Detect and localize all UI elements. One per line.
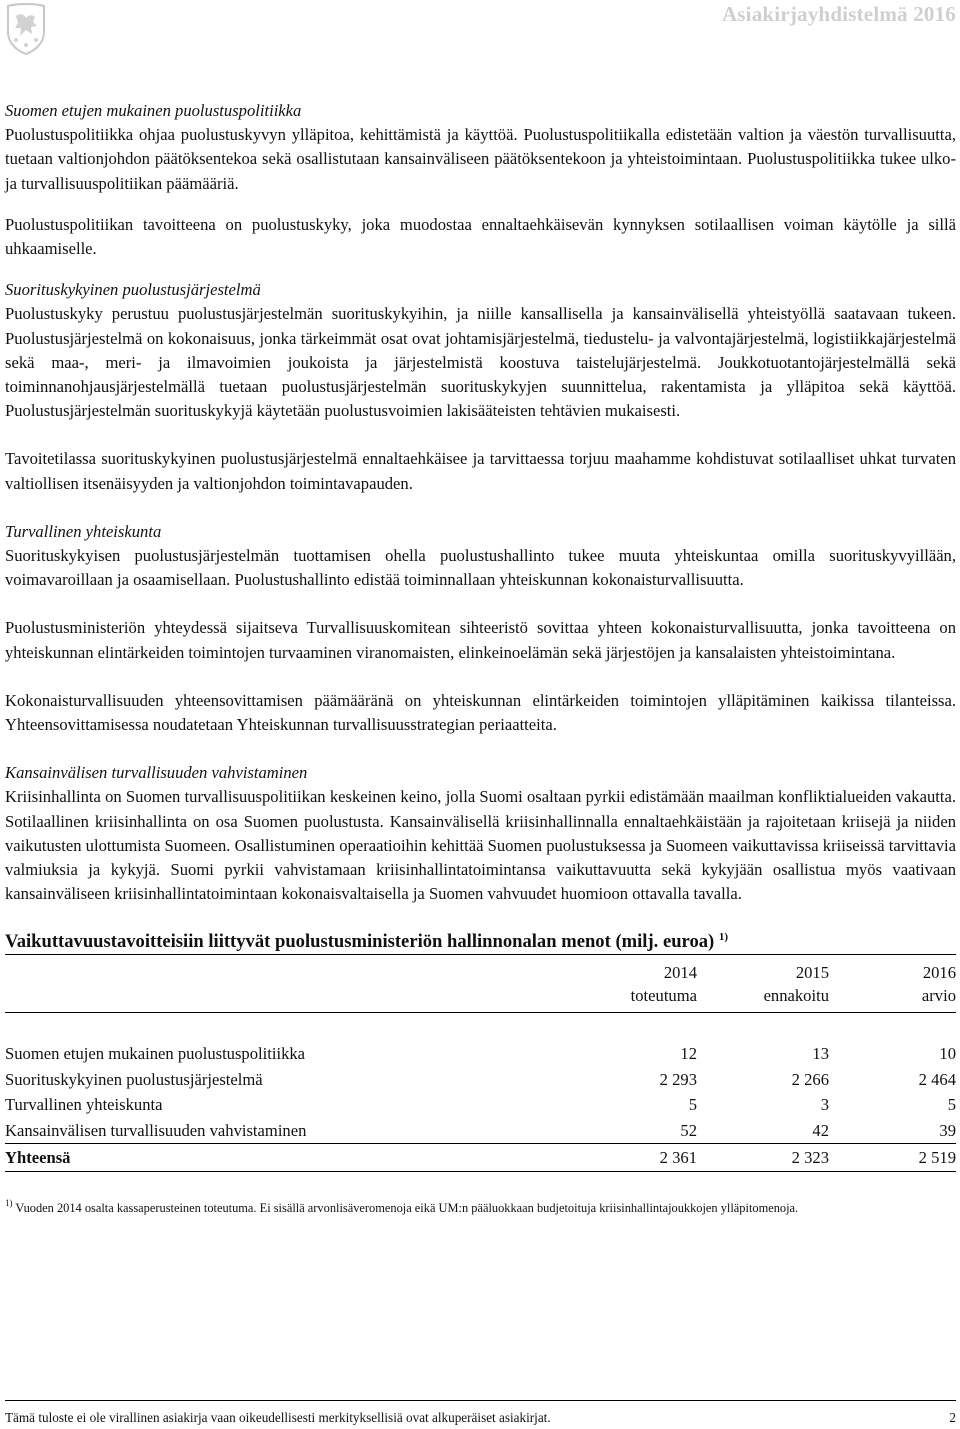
header-cell	[5, 955, 565, 985]
total-value: 2 519	[829, 1144, 956, 1172]
row-label: Suorituskykyinen puolustusjärjestelmä	[5, 1069, 263, 1089]
section-defence-system	[5, 278, 956, 423]
header-subhead: arvio	[829, 984, 956, 1013]
cell-value: 5	[947, 1095, 956, 1115]
cell-value: 12	[680, 1044, 697, 1064]
paragraph-block	[5, 689, 956, 737]
document-collection-title: Asiakirjayhdistelmä 2016	[721, 2, 956, 26]
expenditure-table	[5, 954, 956, 1172]
table-header-row	[5, 955, 956, 985]
page-number: 2	[949, 1410, 956, 1425]
table-total-row	[5, 1144, 956, 1172]
document-body	[5, 99, 956, 1217]
total-label: Yhteensä	[5, 1144, 565, 1172]
cell-value: 39	[939, 1120, 956, 1140]
cell-value: 52	[680, 1120, 697, 1140]
table-row	[5, 1092, 956, 1117]
table-spacer	[5, 1013, 956, 1042]
paragraph: Puolustuskyky perustuu puolustusjärjestelmän suorituskykyihin, ja niille kansallisella ja kansainvälisellä yhteistyöllä saatavaan tukeen. Puolustusjärjestelmä on kokonaisuus, jonka tärkeimmät osat ovat johtamisjärjestelmä, tiedustelu- ja valvontajärjestelmä, logistiikkajärjestelmä sekä maa-, meri- ja ilmavoimien joukoista ja järjestelmistä koostuva taistelujärjestelmä. Joukkotuotantojärjestelmällä sekä toiminnanohjausjärjestelmällä tuetaan puolustusjärjestelmän suorituskykyjen suunnittelua, rakentamista ja ylläpitoa sekä käyttöä. Puolustusjärjestelmän suorituskykyjä käytetään puolustusvoimien lakisääteisten tehtävien mukaisesti.	[5, 304, 956, 421]
footnote-text: Vuoden 2014 osalta kassaperusteinen toteutuma. Ei sisällä arvonlisäveromenoja eikä UM:n pääluokkaan budjetoituja kriisinhallintajoukkojen ylläpitomenoja.	[15, 1201, 799, 1216]
row-label: Suomen etujen mukainen puolustuspolitiikka	[5, 1044, 306, 1064]
paragraph: Puolustusministeriön yhteydessä sijaitseva Turvallisuuskomitean sihteeristö sovittaa yhteen kokonaisturvallisuutta, jonka tavoitteena on yhteiskunnan elintärkeiden toimintojen turvaaminen viranomaisten, elinkeinoelämän sekä järjestöjen ja kansalaisten yhteistoimintana.	[5, 618, 956, 662]
footnote-marker: 1)	[5, 1198, 13, 1209]
cell-value: 13	[812, 1044, 829, 1064]
header-subhead: toteutuma	[565, 984, 697, 1013]
paragraph: Kriisinhallinta on Suomen turvallisuuspolitiikan keskeinen keino, jolla Suomi osaltaan pyrkii edistämään maailman konfliktialueiden vakautta. Sotilaallinen kriisinhallinta on osa Suomen puolustusta. Kansainvälisellä kriisinhallinnalla ennaltaehkäistään ja rajoitetaan kriisejä ja niiden vaikutusten ulottumista Suomeen. Osallistuminen operaatioihin kehittää Suomen puolustuksessa ja Suomeen vaikuttavissa kriiseissä tarvittavia valmiuksia ja kykyjä. Suomi pyrkii vahvistamaan kriisinhallintatoimintansa vaikuttavuutta sekä kykyjään osallistua myös vaativaan kansainväliseen kriisinhallintatoimintaan kokonaisvaltaisella ja Suomen vahvuudet huomioon ottavalla tavalla.	[5, 787, 956, 904]
page-footer	[5, 1400, 956, 1427]
paragraph: Suorituskykyisen puolustusjärjestelmän tuottamisen ohella puolustushallinto tukee muuta yhteiskuntaa omilla suorituskyvyillään, voimavaroillaan ja osaamisellaan. Puolustushallinto edistää toiminnallaan yhteiskunnan kokonaisturvallisuutta.	[5, 546, 956, 590]
section-defence-policy	[5, 99, 956, 196]
cell-value: 42	[812, 1120, 829, 1140]
table-title-footnote-marker: 1)	[718, 931, 729, 944]
paragraph-block	[5, 447, 956, 495]
cell-value: 10	[939, 1044, 956, 1064]
row-label: Kansainvälisen turvallisuuden vahvistaminen	[5, 1120, 307, 1140]
table-title	[5, 930, 956, 954]
section-heading: Kansainvälisen turvallisuuden vahvistaminen	[5, 763, 308, 783]
section-heading: Turvallinen yhteiskunta	[5, 521, 162, 541]
header-year: 2016	[829, 955, 956, 985]
paragraph: Kokonaisturvallisuuden yhteensovittamisen päämääränä on yhteiskunnan elintärkeiden toimintojen ylläpitäminen kaikissa tilanteissa. Yhteensovittamisessa noudatetaan Yhteiskunnan turvallisuusstrategian periaatteita.	[5, 690, 956, 735]
cell-value: 2 266	[791, 1069, 829, 1089]
cell-value: 5	[688, 1095, 697, 1115]
table-header-row	[5, 984, 956, 1013]
header-year: 2015	[697, 955, 829, 985]
table-row	[5, 1118, 956, 1144]
paragraph: Puolustuspolitiikka ohjaa puolustuskyvyn ylläpitoa, kehittämistä ja käyttöä. Puolustuspolitiikalla edistetään valtion ja väestön turvallisuutta, tuetaan valtionjohdon päätöksentekoa sekä osallistutaan kansainväliseen päätöksentekoon ja yhteistoimintaan. Puolustuspolitiikka tukee ulko- ja turvallisuuspolitiikan päämääriä.	[5, 125, 956, 193]
page-header	[0, 0, 960, 64]
section-secure-society	[5, 520, 956, 593]
footer-disclaimer: Tämä tuloste ei ole virallinen asiakirja vaan oikeudellisesti merkityksellisiä ovat alkuperäiset asiakirjat.	[5, 1410, 551, 1425]
paragraph: Tavoitetilassa suorituskykyinen puolustusjärjestelmä ennaltaehkäisee ja tarvittaessa torjuu maahamme kohdistuvat sotilaalliset uhkat turvaten valtiollisen itsenäisyyden ja valtionjohdon toimintavapauden.	[5, 449, 956, 493]
paragraph: Puolustuspolitiikan tavoitteena on puolustuskyky, joka muodostaa ennaltaehkäisevän kynnyksen sotilaallisen voiman käytölle ja sillä uhkaamiselle.	[5, 214, 956, 259]
header-subhead: ennakoitu	[697, 984, 829, 1013]
table-footnote	[5, 1199, 956, 1217]
paragraph-block	[5, 213, 956, 261]
spacer-cell	[5, 1013, 956, 1042]
section-heading: Suorituskykyinen puolustusjärjestelmä	[5, 280, 261, 300]
total-value: 2 361	[565, 1144, 697, 1172]
total-value: 2 323	[697, 1144, 829, 1172]
header-year: 2014	[565, 955, 697, 985]
table-row	[5, 1041, 956, 1066]
cell-value: 2 293	[659, 1069, 697, 1089]
table-row	[5, 1067, 956, 1092]
paragraph-block	[5, 616, 956, 664]
header-cell	[5, 984, 565, 1013]
row-label: Turvallinen yhteiskunta	[5, 1095, 163, 1115]
section-international-security	[5, 761, 956, 906]
cell-value: 2 464	[918, 1069, 956, 1089]
section-heading: Suomen etujen mukainen puolustuspolitiikka	[5, 101, 302, 120]
cell-value: 3	[820, 1095, 829, 1115]
expenditure-table-section	[5, 930, 956, 1217]
finnish-lion-crest-icon	[4, 2, 48, 56]
table-title-text: Vaikuttavuustavoitteisiin liittyvät puolustusministeriön hallinnonalan menot (milj. euroa)	[5, 931, 715, 953]
